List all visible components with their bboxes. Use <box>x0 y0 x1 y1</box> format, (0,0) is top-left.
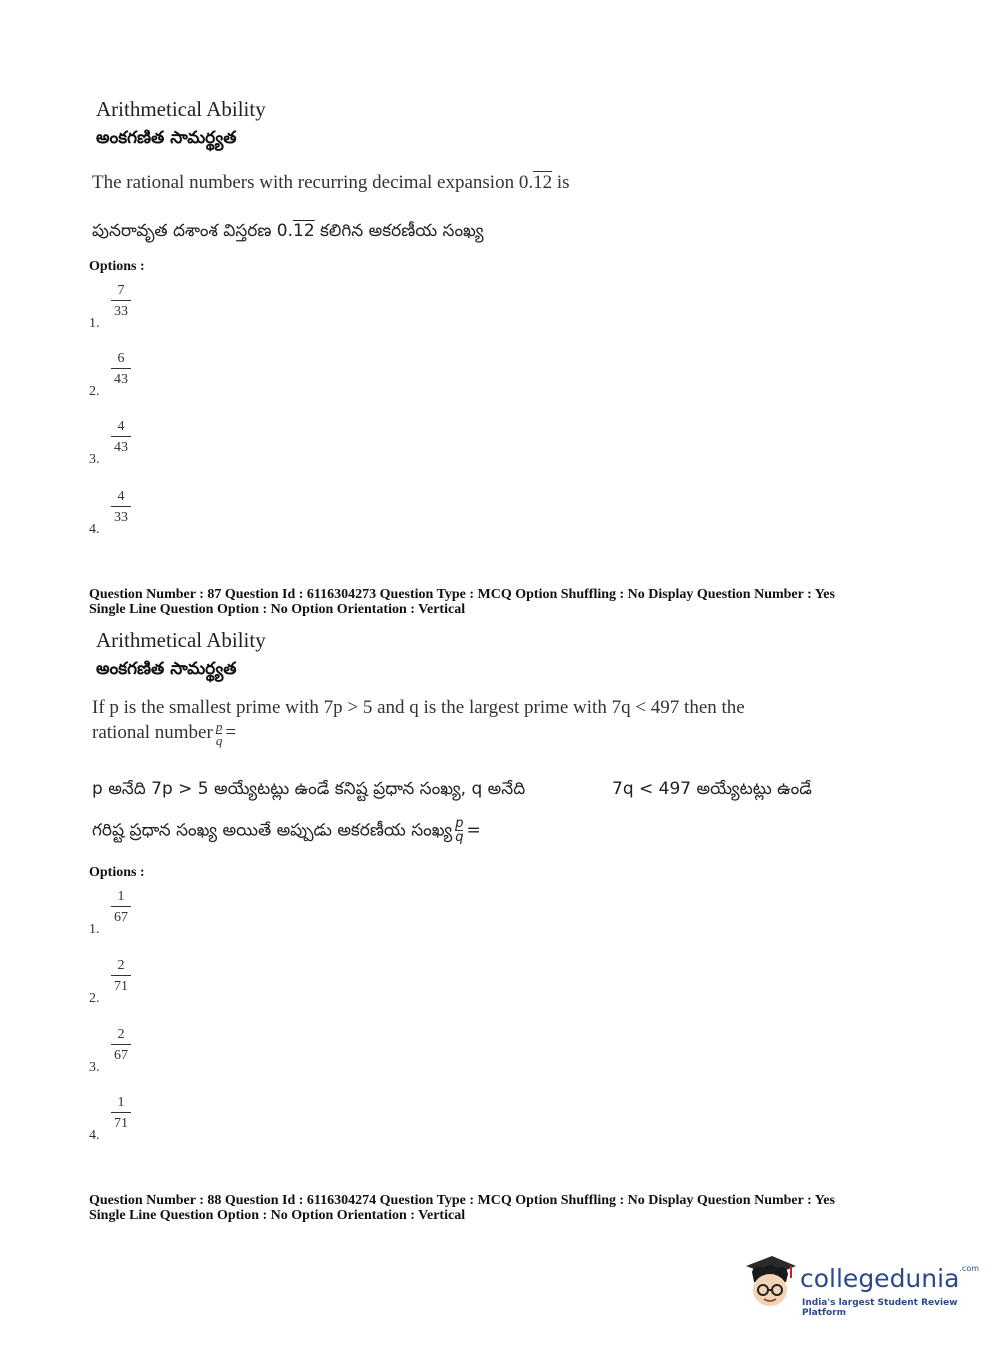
question-text-telugu-line-2: గరిష్ట ప్రధాన సంఖ్య అయితే అప్పుడు అకరణీయ సంఖ్య $\frac{p}{q}$ = <box>92 816 481 845</box>
option-fraction: 2 67 <box>111 1026 131 1064</box>
option-number: 4. <box>89 522 100 537</box>
metadata-line-2: Single Line Question Option : No Option Orientation : Vertical <box>89 602 466 617</box>
fraction-p-over-q: $\frac{p}{q}$ <box>215 719 223 748</box>
section-title: Arithmetical Ability <box>96 97 266 121</box>
option-1[interactable] <box>89 282 169 332</box>
option-number: 1. <box>89 922 100 937</box>
question-metadata <box>89 587 835 617</box>
option-number: 4. <box>89 1128 100 1143</box>
option-fraction: 7 33 <box>111 282 131 320</box>
option-number: 2. <box>89 384 100 399</box>
option-2[interactable] <box>89 350 169 400</box>
option-fraction: 4 43 <box>111 418 131 456</box>
option-4[interactable] <box>89 1094 169 1144</box>
mascot-icon <box>742 1252 798 1310</box>
question-text-telugu-line-1b: 7q < 497 అయ్యేటట్లు ఉండే <box>612 779 812 799</box>
option-fraction: 1 71 <box>111 1094 131 1132</box>
question-metadata <box>89 1193 835 1223</box>
option-fraction: 6 43 <box>111 350 131 388</box>
section-title: Arithmetical Ability <box>96 628 266 652</box>
options-label: Options : <box>89 259 145 274</box>
logo-wordmark: collegedunia$^{.com}$ <box>800 1264 980 1293</box>
option-fraction: 1 67 <box>111 888 131 926</box>
question-text-telugu: పునరావృత దశాంశ విస్తరణ 0.12 కలిగిన అకరణీయ సంఖ్య <box>92 221 484 241</box>
metadata-line-1: Question Number : 87 Question Id : 6116304273 Question Type : MCQ Option Shuffling : No Display Question Number : Yes <box>89 587 835 602</box>
question-text-english-line-1: If p is the smallest prime with 7p > 5 and q is the largest prime with 7q < 497 then the <box>92 697 745 718</box>
metadata-line-1: Question Number : 88 Question Id : 6116304274 Question Type : MCQ Option Shuffling : No Display Question Number : Yes <box>89 1193 835 1208</box>
logo-tagline: India's largest Student Review Platform <box>802 1298 958 1318</box>
option-1[interactable] <box>89 888 169 938</box>
fraction-p-over-q: $\frac{p}{q}$ <box>455 816 464 845</box>
question-text-english: The rational numbers with recurring decimal expansion 0.12 is <box>92 172 570 193</box>
section-title-telugu: అంకగణిత సామర్థ్యత <box>96 659 237 679</box>
section-title-telugu: అంకగణిత సామర్థ్యత <box>96 128 237 148</box>
question-text-english-line-2: rational number $\frac{p}{q}$ = <box>92 719 237 748</box>
option-3[interactable] <box>89 1026 169 1076</box>
option-3[interactable] <box>89 418 169 468</box>
option-fraction: 2 71 <box>111 957 131 995</box>
options-label: Options : <box>89 865 145 880</box>
option-number: 3. <box>89 452 100 467</box>
option-number: 1. <box>89 316 100 331</box>
option-2[interactable] <box>89 957 169 1007</box>
metadata-line-2: Single Line Question Option : No Option Orientation : Vertical <box>89 1208 466 1223</box>
option-number: 2. <box>89 991 100 1006</box>
option-fraction: 4 33 <box>111 488 131 526</box>
option-number: 3. <box>89 1060 100 1075</box>
option-4[interactable] <box>89 488 169 538</box>
collegedunia-logo <box>742 1250 980 1320</box>
question-text-telugu-line-1a: p అనేది 7p > 5 అయ్యేటట్లు ఉండే కనిష్ట ప్రధాన సంఖ్య, q అనేది <box>92 779 526 799</box>
